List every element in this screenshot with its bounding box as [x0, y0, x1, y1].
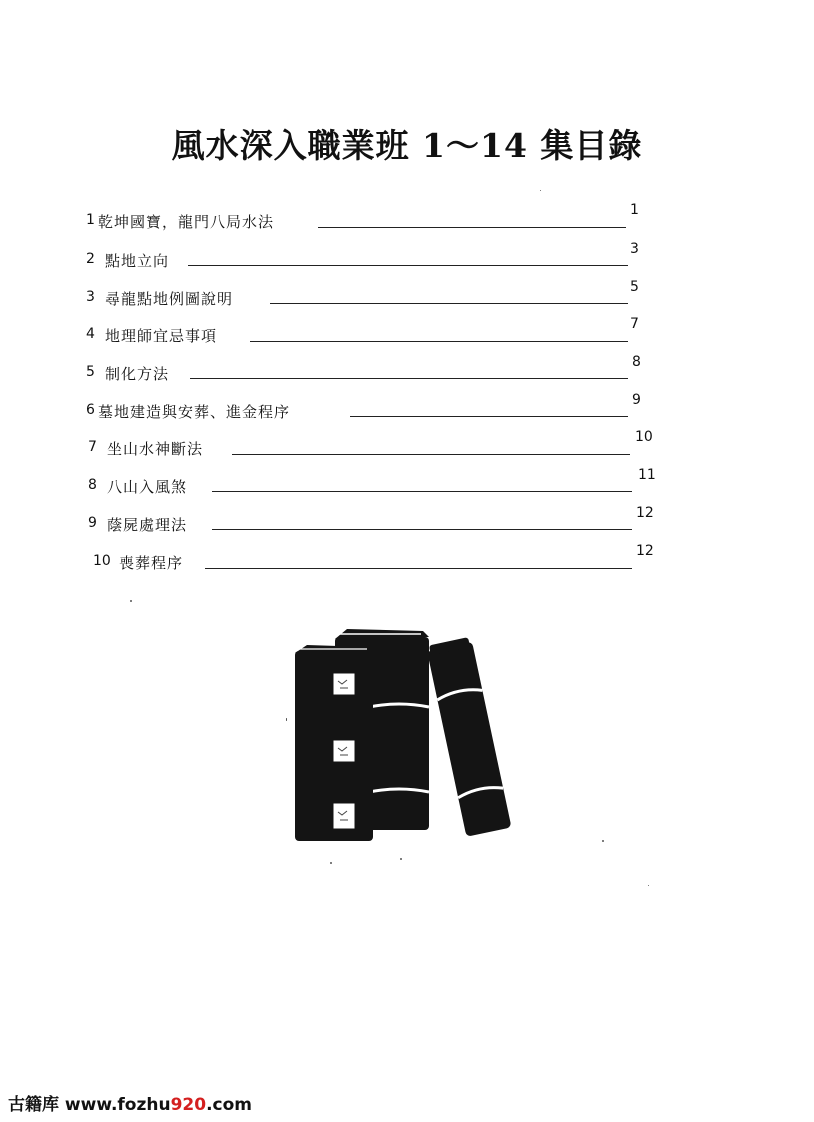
- toc-entry-page: 10: [635, 429, 653, 445]
- toc-entry-number: 6: [86, 402, 95, 418]
- toc-entry-page: 12: [636, 543, 654, 559]
- toc-entry-number: 5: [86, 364, 95, 380]
- toc-entry-label: 制化方法: [105, 365, 170, 383]
- toc-leader-line: [188, 265, 628, 266]
- leaning-book: [426, 637, 512, 837]
- toc-entry-label: 墓地建造與安葬、進金程序: [98, 403, 291, 421]
- toc-entry-page: 9: [632, 392, 641, 408]
- toc-entry-number: 4: [86, 326, 95, 342]
- toc-entry-3[interactable]: [0, 279, 814, 311]
- footer-url-prefix: www.fozhu: [64, 1095, 171, 1115]
- scan-speck: [540, 190, 541, 191]
- toc-entry-number: 10: [93, 553, 111, 569]
- toc-entry-label: 乾坤國寶，龍門八局水法: [98, 213, 275, 231]
- toc-leader-line: [205, 568, 632, 569]
- toc-entry-label: 喪葬程序: [119, 554, 184, 572]
- toc-entry-label: 坐山水神斷法: [107, 440, 204, 458]
- toc-entry-number: 3: [86, 289, 95, 305]
- footer-site-name: 古籍库: [8, 1095, 59, 1115]
- toc-entry-page: 12: [636, 505, 654, 521]
- toc-entry-6[interactable]: [0, 392, 814, 424]
- toc-entry-label: 八山入風煞: [107, 478, 188, 496]
- toc-entry-9[interactable]: [0, 505, 814, 537]
- toc-leader-line: [318, 227, 626, 228]
- toc-entry-1[interactable]: [0, 202, 814, 234]
- toc-entry-page: 8: [632, 354, 641, 370]
- toc-entry-label: 蔭屍處理法: [107, 516, 188, 534]
- toc-entry-number: 2: [86, 251, 95, 267]
- toc-leader-line: [212, 529, 632, 530]
- page-title: 風水深入職業班 1～14 集目錄: [171, 126, 643, 165]
- toc-entry-label: 尋龍點地例圖說明: [105, 290, 234, 308]
- toc-leader-line: [232, 454, 630, 455]
- toc-entry-5[interactable]: [0, 354, 814, 386]
- scan-speck: [602, 840, 604, 842]
- toc-entry-label: 點地立向: [105, 252, 170, 270]
- toc-entry-2[interactable]: [0, 241, 814, 273]
- scan-speck: [400, 858, 402, 860]
- toc-leader-line: [350, 416, 628, 417]
- left-book: [295, 645, 373, 841]
- toc-entry-page: 5: [630, 279, 639, 295]
- scan-speck: [648, 885, 649, 886]
- toc-leader-line: [250, 341, 628, 342]
- footer-url[interactable]: [65, 1095, 252, 1115]
- toc-entry-page: 7: [630, 316, 639, 332]
- toc-leader-line: [212, 491, 632, 492]
- toc-entry-label: 地理師宜忌事項: [105, 327, 218, 345]
- scan-speck: [330, 862, 332, 864]
- scan-speck: [130, 600, 132, 602]
- toc-leader-line: [270, 303, 628, 304]
- toc-entry-page: 11: [638, 467, 656, 483]
- toc-entry-number: 8: [88, 477, 97, 493]
- toc-entry-page: 1: [630, 202, 639, 218]
- stack-of-books-icon: [285, 625, 525, 845]
- toc-entry-number: 1: [86, 212, 95, 228]
- toc-leader-line: [190, 378, 628, 379]
- toc-entry-4[interactable]: [0, 316, 814, 348]
- toc-entry-page: 3: [630, 241, 639, 257]
- toc-entry-10[interactable]: [0, 543, 814, 575]
- watermark-footer: [8, 1090, 252, 1115]
- toc-entry-number: 7: [88, 439, 97, 455]
- footer-url-suffix: .com: [206, 1095, 253, 1115]
- toc-entry-8[interactable]: [0, 467, 814, 499]
- toc-entry-7[interactable]: [0, 429, 814, 461]
- footer-url-highlight: 920: [170, 1095, 207, 1115]
- toc-entry-number: 9: [88, 515, 97, 531]
